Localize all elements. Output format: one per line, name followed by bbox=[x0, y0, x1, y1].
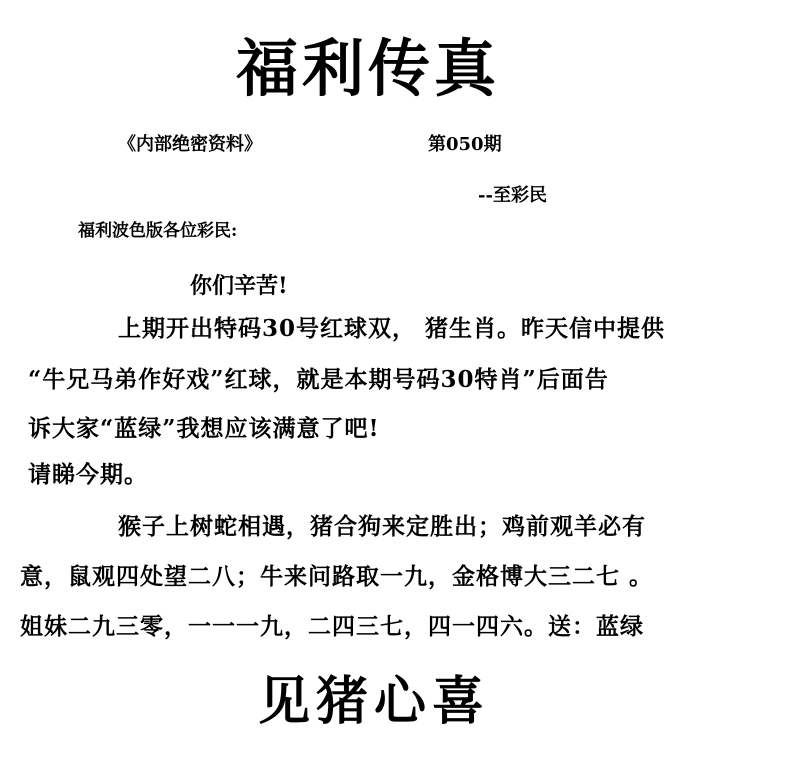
sender-signature: --至彩民 bbox=[478, 185, 547, 206]
body-line: 姐妹二九三零，一一一九，二四三七，四一四六。送：蓝绿 bbox=[20, 613, 644, 640]
salutation: 福利波色版各位彩民: bbox=[78, 221, 238, 241]
greeting: 你们辛苦! bbox=[190, 273, 288, 299]
document-subtitle: 《内部绝密资料》 bbox=[118, 134, 262, 155]
closing-phrase: 见猪心喜 bbox=[258, 671, 491, 732]
body-line: 意，鼠观四处望二八；牛来问路取一九，金格博大三二七 。 bbox=[20, 563, 654, 590]
issue-number: 第050期 bbox=[428, 134, 502, 155]
body-line: 诉大家“蓝绿”我想应该满意了吧! bbox=[28, 415, 380, 442]
document-title: 福利传真 bbox=[236, 32, 501, 105]
body-line: 请睇今期。 bbox=[28, 461, 148, 488]
body-line: “牛兄马弟作好戏”红球，就是本期号码30特肖”后面告 bbox=[28, 366, 609, 393]
body-line: 猴子上树蛇相遇，猪合狗来定胜出；鸡前观羊必有 bbox=[118, 513, 646, 540]
body-line: 上期开出特码30号红球双， 猪生肖。昨天信中提供 bbox=[118, 315, 666, 342]
